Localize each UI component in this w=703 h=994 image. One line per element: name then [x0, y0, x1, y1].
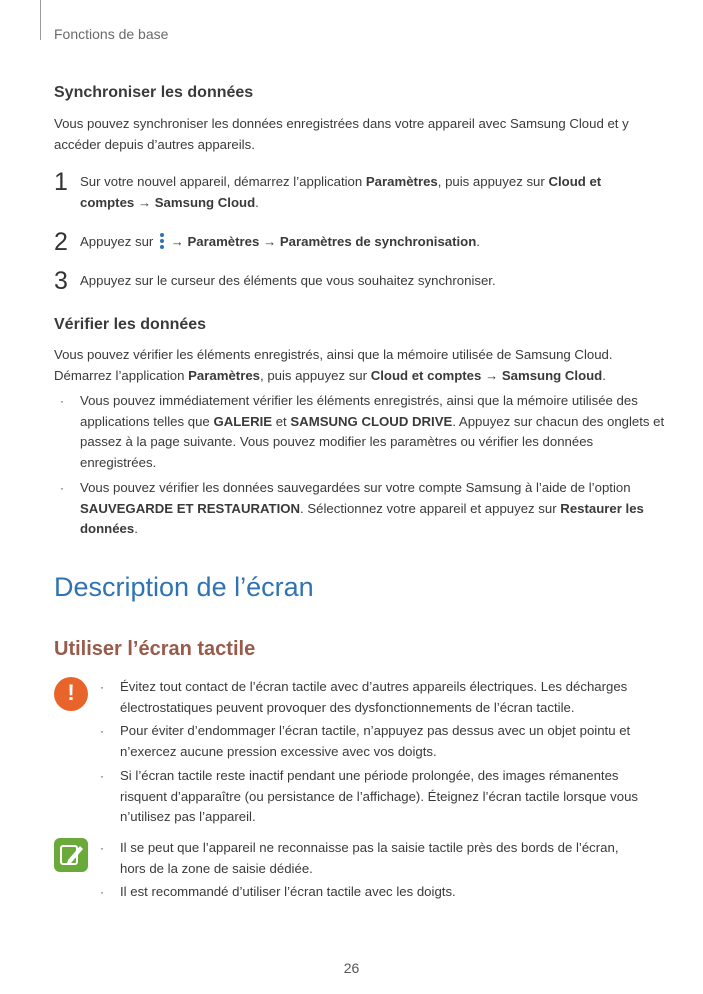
- verify-intro: Vous pouvez vérifier les éléments enregistrés, ainsi que la mémoire utilisée de Samsung Cloud. Démarrez l’application Paramètres, puis appuyez sur Cloud et comptes → Samsung Cloud.: [54, 347, 613, 383]
- note-item: · Il est recommandé d’utiliser l’écran tactile avec les doigts.: [100, 884, 456, 899]
- note-item: · Il se peut que l’appareil ne reconnaisse pas la saisie tactile près des bords de l’écran, hors de la zone de saisie dédiée.: [100, 840, 619, 876]
- exclamation-icon: !: [54, 677, 88, 711]
- page-number: 26: [343, 960, 360, 976]
- verify-bullet-2: · Vous pouvez vérifier les données sauvegardées sur votre compte Samsung à l’aide de l’option SAUVEGARDE ET RESTAURATION. Sélectionnez votre appareil et appuyez sur Restaurer les données.: [60, 480, 644, 536]
- more-options-icon: [159, 232, 165, 250]
- pencil-note-icon: [54, 838, 88, 872]
- sync-heading: Synchroniser les données: [54, 84, 254, 101]
- step-number: 2: [54, 228, 68, 256]
- sync-intro: Vous pouvez synchroniser les données enregistrées dans votre appareil avec Samsung Cloud et y accéder depuis d’autres appareils.: [54, 116, 629, 152]
- section-header: Fonctions de base: [54, 26, 169, 42]
- step-number: 1: [54, 168, 68, 196]
- page-corner-line: [40, 0, 41, 40]
- step-text: Appuyez sur le curseur des éléments que vous souhaitez synchroniser.: [80, 273, 496, 288]
- verify-heading: Vérifier les données: [54, 316, 207, 333]
- step-text: Appuyez sur → Paramètres → Paramètres de synchronisation.: [80, 234, 480, 249]
- warning-item: · Pour éviter d’endommager l’écran tactile, n’appuyez pas dessus avec un objet pointu et n’exercez aucune pression excessive avec vos doigts.: [100, 723, 631, 759]
- screen-description-title: Description de l’écran: [54, 572, 314, 602]
- step-text: Sur votre nouvel appareil, démarrez l’application Paramètres, puis appuyez sur Cloud et comptes → Samsung Cloud.: [80, 174, 602, 210]
- verify-bullet-1: · Vous pouvez immédiatement vérifier les éléments enregistrés, ainsi que la mémoire utilisée des applications telles que GALERIE et SAMSUNG CLOUD DRIVE. Appuyez sur chacun des onglets et passez à la page suivante. Vous pouvez modifier les paramètres ou vérifier les données enregistrées.: [60, 393, 665, 470]
- touchscreen-subtitle: Utiliser l’écran tactile: [54, 638, 256, 660]
- warning-item: · Si l’écran tactile reste inactif pendant une période prolongée, des images rémanentes risquent d’apparaître (ou persistance de l’affichage). Éteignez l’écran tactile lorsque vous n’utilisez pas l’appareil.: [100, 768, 639, 824]
- warning-item: · Évitez tout contact de l’écran tactile avec d’autres appareils électriques. Les décharges électrostatiques peuvent provoquer des dysfonctionnements de l’écran tactile.: [100, 679, 628, 715]
- step-number: 3: [54, 267, 68, 295]
